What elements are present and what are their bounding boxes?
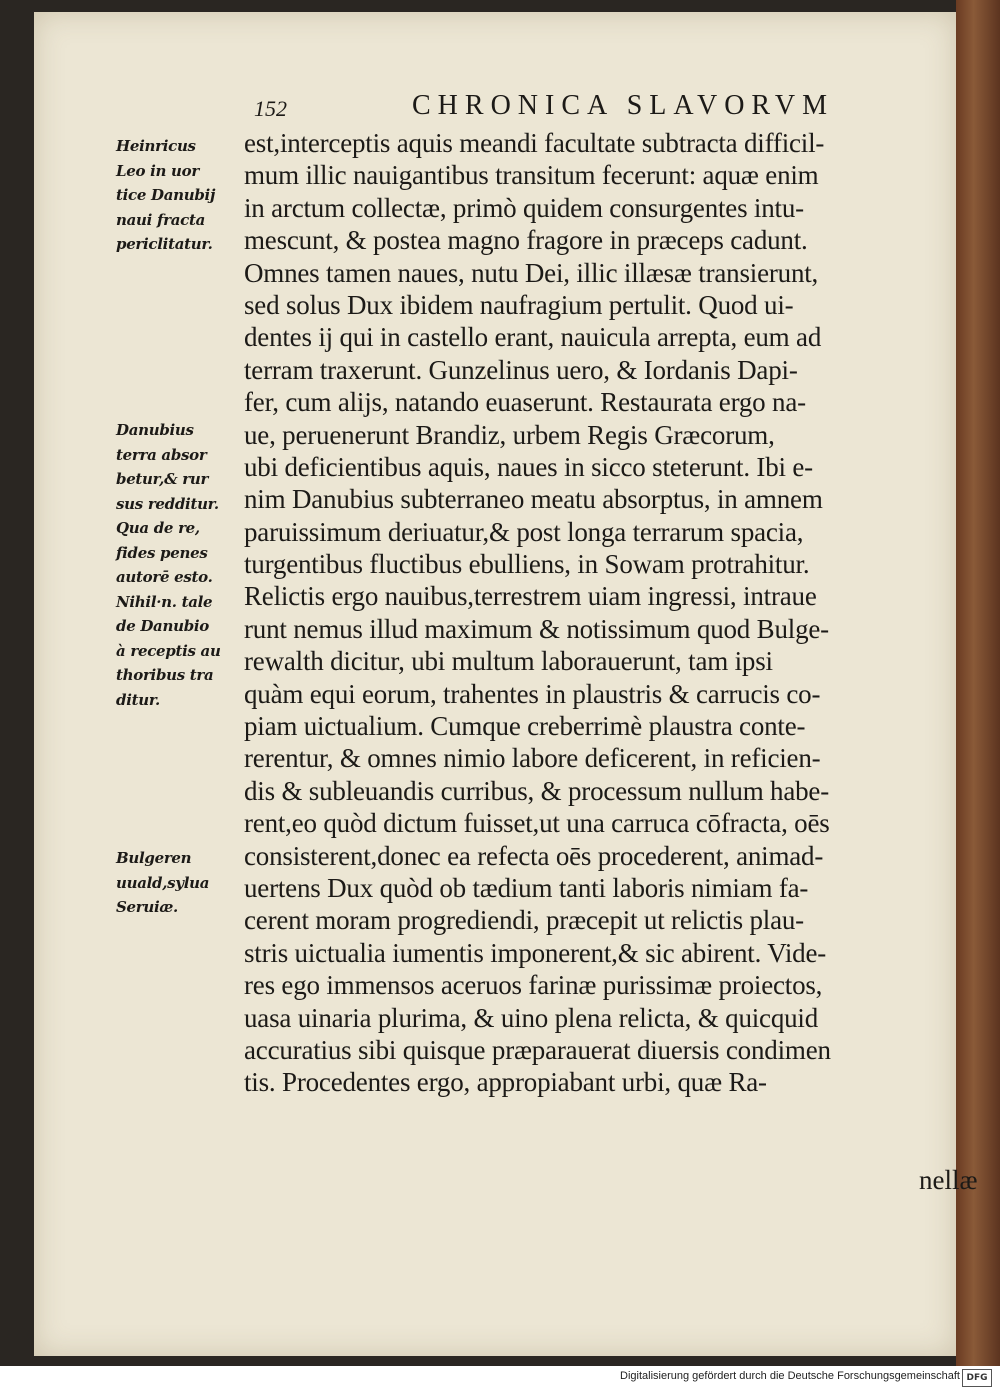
margin-note-line: Nihil·n. tale	[116, 592, 213, 611]
text-line: ubi deficientibus aquis, naues in sicco steterunt. Ibi e-	[244, 451, 813, 482]
margin-note-line: thoribus tra	[116, 666, 214, 684]
text-line: mescunt, & postea magno fragore in præceps cadunt.	[244, 225, 808, 256]
margin-note-line: sus redditur.	[116, 494, 219, 513]
text-line: tis. Procedentes ergo, appropiabant urbi, quæ Ra-	[244, 1067, 767, 1098]
margin-note-line: autorē esto.	[116, 568, 213, 586]
text-line: ue, peruenerunt Brandiz, urbem Regis Græcorum,	[244, 419, 775, 450]
book-page	[34, 12, 978, 1356]
text-line: sed solus Dux ibidem naufragium pertulit. Quod ui-	[244, 289, 794, 320]
text-line: cerent moram progrediendi, præcepit ut relictis plau-	[244, 905, 804, 936]
text-line: Relictis ergo nauibus,terrestrem uiam ingressi, intraue	[244, 581, 817, 612]
page-number: 152	[254, 96, 287, 121]
margin-note	[116, 134, 215, 257]
text-line: quàm equi eorum, trahentes in plaustris & carrucis co-	[244, 678, 821, 709]
text-line: terram traxerunt. Gunzelinus uero, & Iordanis Dapi-	[244, 354, 798, 385]
page-header	[34, 90, 956, 130]
margin-note-line: naui fracta	[116, 210, 206, 229]
catchword: nellæ	[919, 1165, 978, 1195]
text-line: piam uictualium. Cumque creberrimè plaustra conte-	[244, 711, 806, 742]
margin-note	[116, 418, 221, 712]
text-line: runt nemus illud maximum & notissimum quod Bulge-	[244, 613, 829, 644]
text-line: consisterent,donec ea refecta oēs procederent, animad-	[244, 840, 824, 871]
margin-note-line: Heinricus	[116, 137, 196, 155]
text-line: uertens Dux quòd ob tædium tanti laboris nimiam fa-	[244, 872, 809, 903]
text-line: rent,eo quòd dictum fuisset,ut una carruca cōfracta, oēs	[244, 808, 830, 839]
margin-note-line: ditur.	[116, 690, 160, 709]
margin-note-line: Bulgeren	[116, 849, 192, 867]
text-line: accuratius sibi quisque præparauerat diuersis condimen	[244, 1034, 831, 1065]
text-line: dis & subleuandis curribus, & processum nullum habe-	[244, 775, 830, 806]
margin-note-line: tice Danubij	[116, 186, 216, 204]
margin-note-line: terra absor	[116, 445, 207, 464]
text-line: est,interceptis aquis meandi facultate subtracta difficil-	[244, 128, 825, 158]
margin-note-line: betur,& rur	[116, 470, 209, 488]
margin-note-line: Leo in uor	[116, 161, 199, 180]
text-line: mum illic nauigantibus transitum fecerunt: aquæ enim	[244, 160, 819, 191]
text-line: rerentur, & omnes nimio labore deficerent, in reficien-	[244, 743, 821, 774]
margin-note-line: de Danubio	[116, 617, 209, 635]
margin-note-line: à receptis au	[116, 641, 221, 660]
margin-note-line: fides penes	[116, 543, 208, 562]
dfg-logo: DFG	[962, 1369, 992, 1387]
text-line: dentes ij qui in castello erant, nauicula arrepta, eum ad	[244, 322, 822, 353]
margin-note-line: Danubius	[116, 421, 194, 439]
margin-note-line: Seruiæ.	[116, 898, 178, 916]
text-line: paruissimum deriuatur,& post longa terrarum spacia,	[244, 516, 804, 547]
footer-credit: Digitalisierung gefördert durch die Deutsche Forschungsgemeinschaft	[620, 1370, 960, 1382]
margin-note-line: uuald,sylua	[116, 873, 210, 892]
text-line: uasa uinaria plurima, & uino plena relicta, & quicquid	[244, 1002, 819, 1033]
margin-note	[116, 846, 209, 920]
margin-note-line: periclitatur.	[116, 235, 213, 253]
text-line: nim Danubius subterraneo meatu absorptus, in amnem	[244, 484, 823, 515]
text-line: res ego immensos aceruos farinæ purissimæ proiectos,	[244, 970, 823, 1001]
text-line: turgentibus fluctibus ebulliens, in Sowam protrahitur.	[244, 549, 810, 580]
running-title: CHRONICA SLAVORVM	[412, 90, 834, 121]
text-line: stris uictualia iumentis imponerent,& sic abirent. Vide-	[244, 937, 827, 968]
footer-bar	[0, 1366, 1000, 1390]
margin-note-line: Qua de re,	[116, 519, 200, 537]
text-line: rewalth dicitur, ubi multum laborauerunt, tam ipsi	[244, 646, 773, 677]
text-line: fer, cum alijs, natando euaserunt. Restaurata ergo na-	[244, 387, 806, 418]
text-line: in arctum collectæ, primò quidem consurgentes intu-	[244, 192, 804, 223]
text-line: Omnes tamen naues, nutu Dei, illic illæsæ transierunt,	[244, 257, 819, 288]
body-text	[244, 127, 964, 1099]
